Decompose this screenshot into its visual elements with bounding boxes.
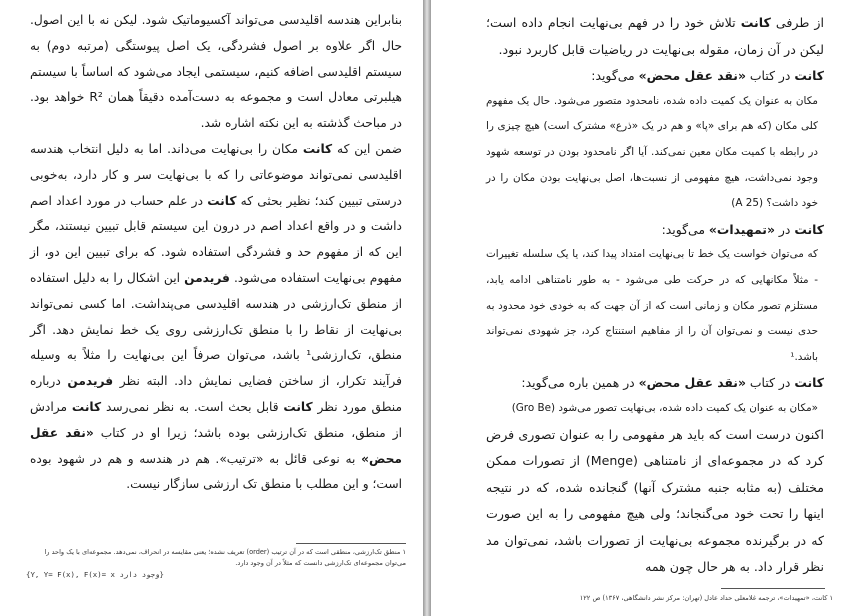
footnote-formula: {Y, Y= F(x), F(x)= x وجود دارد} bbox=[26, 570, 164, 579]
block-quote: «مکان به عنوان یک کمیت داده شده، بی‌نهایت تصور می‌شود (Gro Be) bbox=[511, 401, 818, 414]
quote-heading: کانت در کتاب «نقد عقل محض» در همین باره می‌گوید: bbox=[521, 375, 824, 391]
left-page-text bbox=[30, 8, 402, 498]
paragraph: بنابراین هندسه اقلیدسی می‌تواند آکسیوماتیک شود. لیکن نه با این اصول. حال اگر علاوه بر اصول فشردگی، یک اصل پیوستگی (مرتبه دوم) به سیستم اقلیدسی اضافه کنیم، سیستمی ایجاد می‌شود که اساساً با سیستم هیلبرتی معادل است و مجموعه به دست‌آمده دقیقاً همان R² خواهد بود. در مباحث گذشته به این نکته اشاره شد. bbox=[30, 13, 402, 131]
right-page-text bbox=[486, 10, 824, 581]
paragraph: ضمن این که کانت مکان را بی‌نهایت می‌داند. اما به دلیل انتخاب هندسه اقلیدسی نمی‌تواند موضوعاتی را که با بی‌نهایت سر و کار دارد، به‌خوبی درستی تبیین کند؛ نظیر بحثی که کانت در علم حساب در مورد اعداد اصم داشت و در واقع اعداد اصم در درون این سیستم قابل تبیین نیستند، مگر این که از مفهوم حد و فشردگی استفاده شود. که برای تبیین این دو، از مفهوم بی‌نهایت استفاده می‌شود. فریدمن این اشکال را به دلیل استفاده از منطق تک‌ارزشی در هندسه اقلیدسی می‌پنداشت. اما کسی نمی‌تواند بی‌نهایت از نقاط را با منطق تک‌ارزشی روی یک خط نمایش دهد. اگر منطق، تک‌ارزشی¹ باشد، می‌توان صرفاً این بی‌نهایت را مثلاً به وسیله فرآیند تکرار، از ساختن فضایی نمایش داد. البته نظر فریدمن درباره منطق مورد نظر کانت قابل بحث است. به نظر نمی‌رسد کانت مرادش از منطق، منطق تک‌ارزشی بوده باشد؛ زیرا او در کتاب «نقد عقل محض» به نوعی قائل به «ترتیب». هم در هندسه و هم در شهود بوده است؛ و این مطلب با منطق تک ارزشی سازگار نیست. bbox=[30, 141, 403, 492]
footnote-divider bbox=[721, 588, 825, 589]
right-page bbox=[431, 0, 854, 616]
footnote bbox=[26, 547, 406, 580]
footnote-text: ۱ کانت، «تمهیدات»، ترجمه غلامعلی حداد عادل (تهران: مرکز نشر دانشگاهی، ۱۳۶۷) ص ۱۲۲ bbox=[579, 594, 833, 602]
left-page bbox=[0, 0, 423, 616]
footnote-divider bbox=[296, 543, 406, 544]
footnote-text: ۱ منطق تک‌ارزشی، منطقی است که در آن ترتیب (order) تعریف نشده؛ یعنی مقایسه در انحراف، نمی‌دهد. مجموعه‌ای با یک واحد را می‌توان مجموعه‌ای تک‌ارزشی دانست که مثلاً در آن وجود دارد. bbox=[44, 548, 406, 567]
paragraph: از طرفی کانت تلاش خود را در فهم بی‌نهایت انجام داده است؛ لیکن در آن زمان، مقوله بی‌نهایت در ریاضیات قابل کاربرد نبود. bbox=[486, 15, 825, 57]
block-quote: مکان به عنوان یک کمیت داده شده، نامحدود متصور می‌شود. حال یک مفهوم کلی مکان (که هم برای «پا» و هم در یک «ذرع» مشترک است) هیچ چیزی را در رابطه با کمیت مکان معین نمی‌کند. آیا اگر نامحدود بودن در توسعه شهود وجود نمی‌داشت، هیچ مفهومی از نسبت‌ها، اصل بی‌نهایت بودن مکان را در خود داشت؟ (A 25) bbox=[486, 94, 818, 210]
paragraph: اکنون درست است که باید هر مفهومی را به عنوان تصوری فرض کرد که در مجموعه‌ای از نامتناهی (Menge) از تصورات ممکن مختلف (به مثابه جنبه مشترک آنها) گنجانده شده، که در نتیجه اینها را تحت خود می‌گنجاند؛ ولی هیچ مفهومی را به این صورت که در برگیرنده مجموعه بی‌نهایت از تصورات باشد، نمی‌توان مد نظر قرار داد. به هر حال چون همه bbox=[486, 426, 824, 575]
quote-heading: کانت در «تمهیدات» می‌گوید: bbox=[661, 221, 824, 237]
block-quote: که می‌توان خواست یک خط تا بی‌نهایت امتداد پیدا کند، یا یک سلسله تغییرات - مثلاً مکانهایی که در حرکت طی می‌شود - به طور نامتناهی ادامه یابد، مستلزم تصور مکان و زمانی است که از آن جهت که به خودی خود محدود به حدی نیست و نمی‌توان آن را از مفاهیم استنتاج کرد، جز شهودی نمی‌تواند باشد.¹ bbox=[486, 248, 818, 363]
footnote bbox=[471, 593, 833, 604]
book-gutter bbox=[423, 0, 431, 616]
quote-heading: کانت در کتاب «نقد عقل محض» می‌گوید: bbox=[591, 68, 824, 84]
